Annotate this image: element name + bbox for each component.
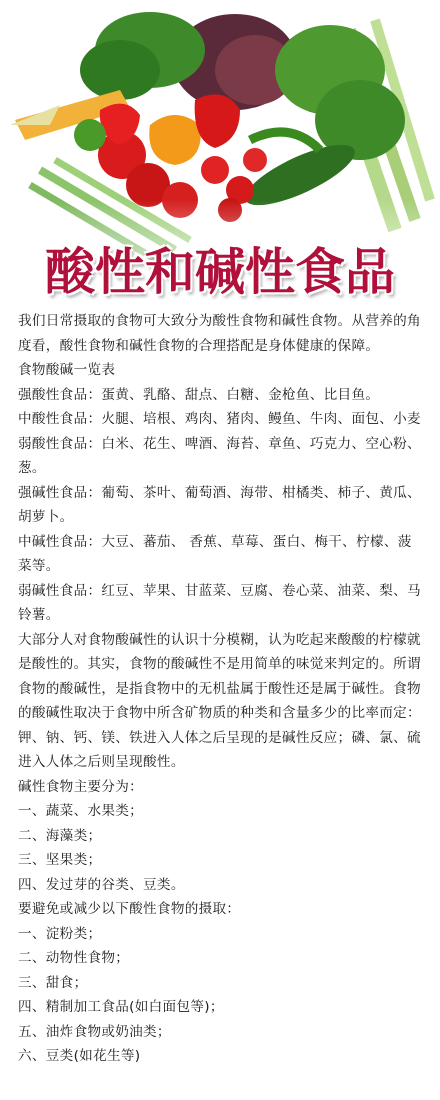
text-line: 钾、钠、钙、镁、铁进入人体之后呈现的是碱性反应；磷、氯、硫 bbox=[18, 729, 421, 746]
text-line: 铃薯。 bbox=[18, 607, 60, 623]
text-line: 强酸性食品：蛋黄、乳酪、甜点、白糖、金枪鱼、比目鱼。 bbox=[18, 386, 380, 403]
text-line: 弱碱性食品：红豆、苹果、甘蓝菜、豆腐、卷心菜、油菜、梨、马 bbox=[18, 582, 421, 599]
list-item: 五、油炸食物或奶油类； bbox=[18, 1023, 171, 1040]
text-line: 进入人体之后则呈现酸性。 bbox=[18, 754, 185, 770]
text-line: 中碱性食品：大豆、蕃茄、 香蕉、草莓、蛋白、梅干、柠檬、菠 bbox=[18, 533, 412, 550]
page-title: 酸性和碱性食品 bbox=[45, 243, 395, 300]
text-line: 大部分人对食物酸碱性的认识十分模糊，认为吃起来酸酸的柠檬就 bbox=[18, 631, 421, 648]
text-line: 的酸碱性取决于食物中所含矿物质的种类和含量多少的比率而定： bbox=[18, 705, 421, 721]
text-line: 我们日常摄取的食物可大致分为酸性食物和碱性食物。从营养的角 bbox=[18, 313, 421, 329]
article-body bbox=[18, 309, 428, 1069]
list-item: 四、精制加工食品(如白面包等)； bbox=[18, 999, 224, 1015]
section-heading: 要避免或减少以下酸性食物的摄取： bbox=[18, 901, 241, 917]
list-item: 四、发过芽的谷类、豆类。 bbox=[18, 876, 185, 893]
text-line: 食物的酸碱性，是指食物中的无机盐属于酸性还是属于碱性。食物 bbox=[18, 680, 421, 697]
text-line: 中酸性食品：火腿、培根、鸡肉、猪肉、鳗鱼、牛肉、面包、小麦 bbox=[18, 411, 421, 427]
list-item: 三、甜食； bbox=[18, 974, 88, 991]
list-item: 六、豆类(如花生等) bbox=[18, 1048, 141, 1064]
text-line: 菜等。 bbox=[18, 558, 60, 574]
text-line: 胡萝卜。 bbox=[18, 509, 74, 525]
text-line: 葱。 bbox=[18, 460, 46, 476]
list-item: 一、淀粉类； bbox=[18, 925, 102, 942]
text-line: 弱酸性食品：白米、花生、啤酒、海苔、章鱼、巧克力、空心粉、 bbox=[18, 435, 421, 452]
list-item: 三、坚果类； bbox=[18, 852, 102, 868]
text-line: 强碱性食品：葡萄、茶叶、葡萄酒、海带、柑橘类、柿子、黄瓜、 bbox=[18, 484, 421, 501]
list-item: 一、蔬菜、水果类； bbox=[18, 803, 144, 819]
list-item: 二、动物性食物； bbox=[18, 950, 130, 966]
section-heading: 碱性食物主要分为： bbox=[18, 778, 144, 795]
text-line: 度看，酸性食物和碱性食物的合理搭配是身体健康的保障。 bbox=[18, 337, 380, 354]
list-item: 二、海藻类； bbox=[18, 827, 102, 844]
section-heading: 食物酸碱一览表 bbox=[18, 362, 116, 378]
vegetables-banner bbox=[0, 0, 440, 300]
text-line: 是酸性的。其实，食物的酸碱性不是用简单的味觉来判定的。所谓 bbox=[18, 656, 421, 672]
